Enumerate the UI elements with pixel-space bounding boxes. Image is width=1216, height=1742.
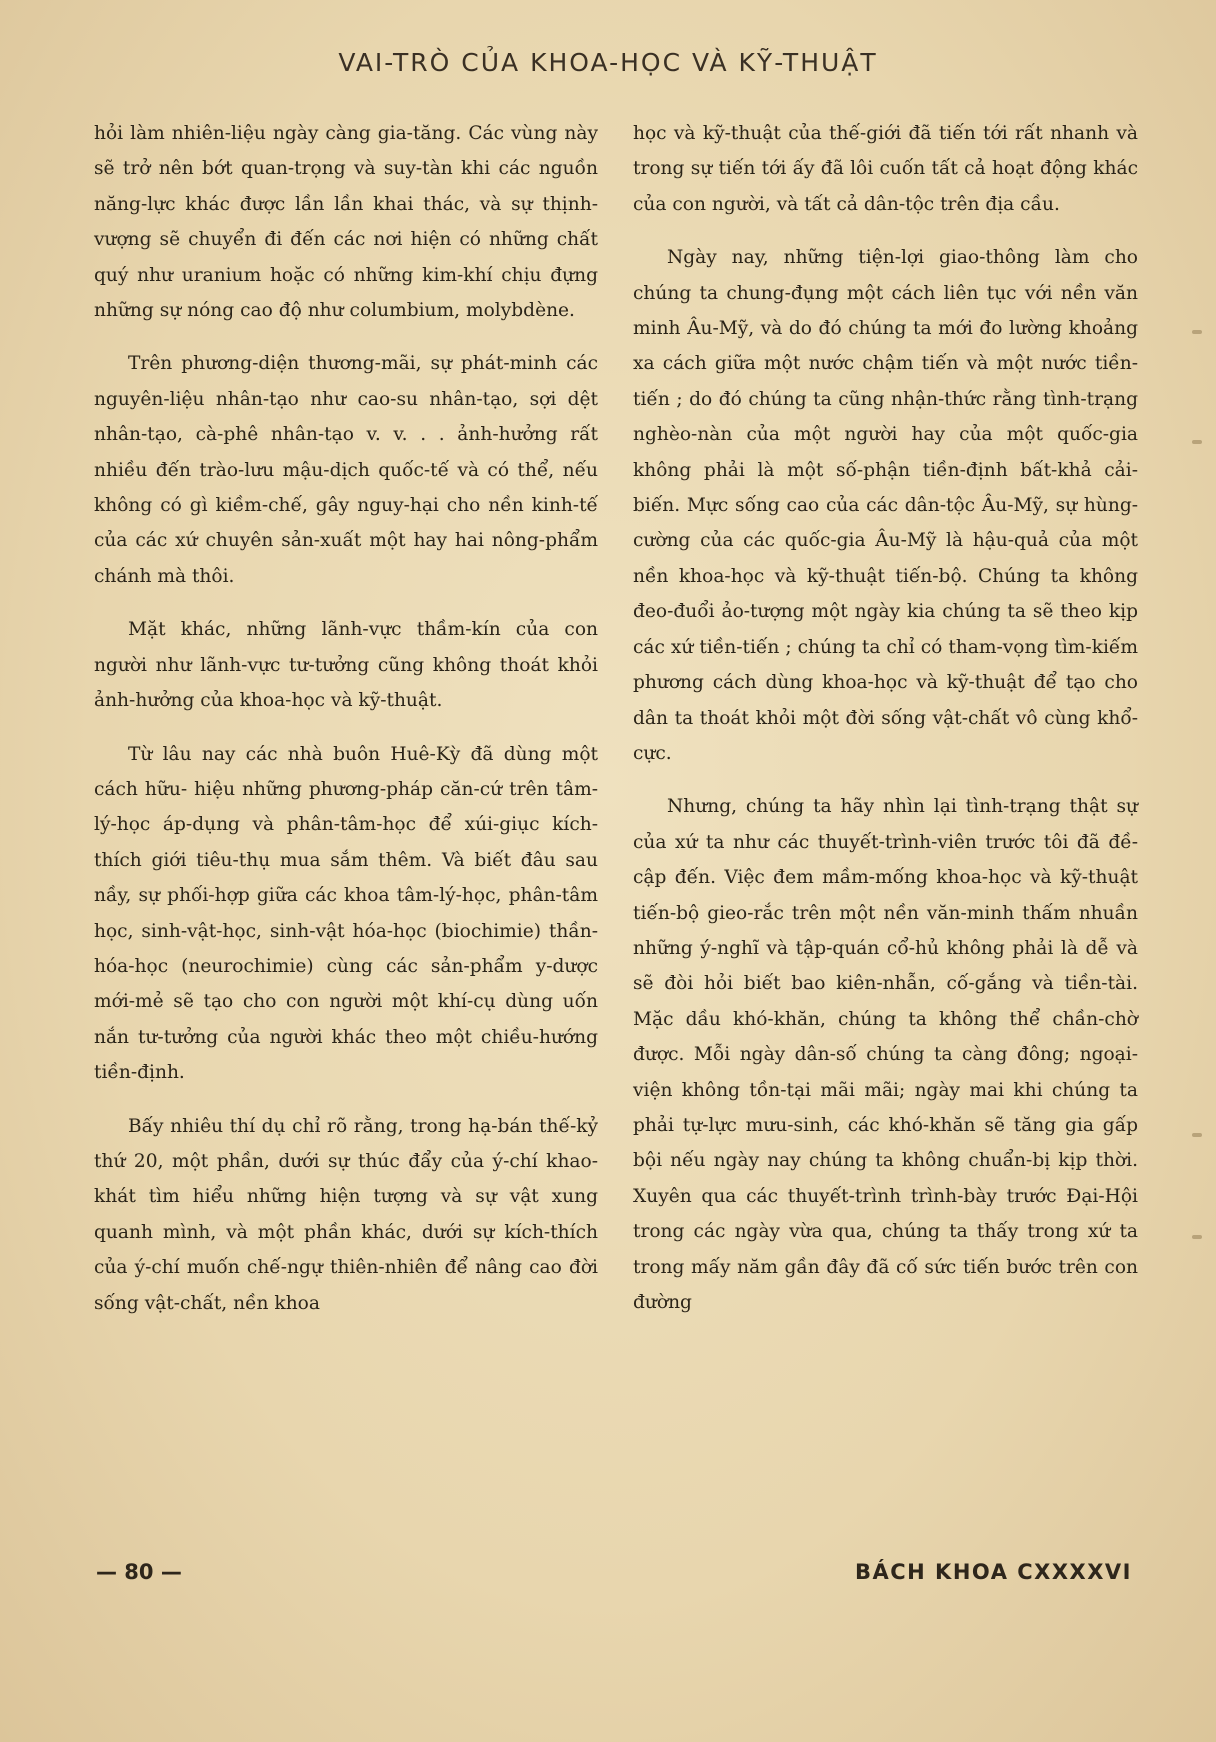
paragraph: Bấy nhiêu thí dụ chỉ rõ rằng, trong hạ-bán thế-kỷ thứ 20, một phần, dưới sự thúc đẩy của ý-chí khao-khát tìm hiểu những hiện tượng và sự vật xung quanh mình, và một phần khác, dưới sự kích-thích của ý-chí muốn chế-ngự thiên-nhiên để nâng cao đời sống vật-chất, nền khoa bbox=[94, 1115, 598, 1314]
paragraph: Trên phương-diện thương-mãi, sự phát-minh các nguyên-liệu nhân-tạo như cao-su nhân-tạo, sợi dệt nhân-tạo, cà-phê nhân-tạo v. v. . . ảnh-hưởng rất nhiều đến trào-lưu mậu-dịch quốc-tế và có thể, nếu không có gì kiềm-chế, gây nguy-hại cho nền kinh-tế của các xứ chuyên sản-xuất một hay hai nông-phẩm chánh mà thôi. bbox=[94, 353, 598, 587]
left-column bbox=[94, 116, 598, 1526]
paragraph: học và kỹ-thuật của thế-giới đã tiến tới rất nhanh và trong sự tiến tới ấy đã lôi cuốn tất cả hoạt động khác của con người, và tất cả dân-tộc trên địa cầu. bbox=[633, 123, 1138, 215]
paper-speck bbox=[1192, 330, 1202, 334]
paragraph: hỏi làm nhiên-liệu ngày càng gia-tăng. Các vùng này sẽ trở nên bớt quan-trọng và suy-tàn khi các nguồn năng-lực khác được lần lần khai thác, và sự thịnh-vượng sẽ chuyển đi đến các nơi hiện có những chất quý như uranium hoặc có những kim-khí chịu đựng những sự nóng cao độ như columbium, molybdène. bbox=[94, 123, 598, 322]
right-column bbox=[633, 116, 1138, 1526]
paragraph: Nhưng, chúng ta hãy nhìn lại tình-trạng thật sự của xứ ta như các thuyết-trình-viên trước tôi đã đề-cập đến. Việc đem mầm-mống khoa-học và kỹ-thuật tiến-bộ gieo-rắc trên một nền văn-minh thấm nhuần những ý-nghĩ và tập-quán cổ-hủ không phải là dễ và sẽ đòi hỏi biết bao kiên-nhẫn, cố-gắng và tiền-tài. Mặc dầu khó-khăn, chúng ta không thể chần-chờ được. Mỗi ngày dân-số chúng ta càng đông; ngoại-viện không tồn-tại mãi mãi; ngày mai khi chúng ta phải tự-lực mưu-sinh, các khó-khăn sẽ tăng gia gấp bội nếu ngày nay chúng ta không chuẩn-bị kịp thời. Xuyên qua các thuyết-trình trình-bày trước Đại-Hội trong các ngày vừa qua, chúng ta thấy trong xứ ta trong mấy năm gần đây đã cố sức tiến bước trên con đường bbox=[633, 796, 1138, 1313]
publication-name: BÁCH KHOA CXXXXVI bbox=[855, 1560, 1132, 1584]
running-header: VAI-TRÒ CỦA KHOA-HỌC VÀ KỸ-THUẬT bbox=[338, 48, 878, 77]
paper-speck bbox=[1192, 440, 1202, 444]
paragraph: Mặt khác, những lãnh-vực thầm-kín của con người như lãnh-vực tư-tưởng cũng không thoát khỏi ảnh-hưởng của khoa-học và kỹ-thuật. bbox=[94, 619, 598, 712]
paper-speck bbox=[1192, 1235, 1202, 1239]
paragraph: Ngày nay, những tiện-lợi giao-thông làm cho chúng ta chung-đụng một cách liên tục với nền văn minh Âu-Mỹ, và do đó chúng ta mới đo lường khoảng xa cách giữa một nước chậm tiến và một nước tiền-tiến ; do đó chúng ta cũng nhận-thức rằng tình-trạng nghèo-nàn của một người hay của một quốc-gia không phải là một số-phận tiền-định bất-khả cải-biến. Mực sống cao của các dân-tộc Âu-Mỹ, sự hùng-cường của các quốc-gia Âu-Mỹ là hậu-quả của một nền khoa-học và kỹ-thuật tiến-bộ. Chúng ta không đeo-đuổi ảo-tượng một ngày kia chúng ta sẽ theo kịp các xứ tiền-tiến ; chúng ta chỉ có tham-vọng tìm-kiếm phương cách dùng khoa-học và kỹ-thuật để tạo cho dân ta thoát khỏi một đời sống vật-chất vô cùng khổ-cực. bbox=[633, 247, 1138, 764]
paragraph: Từ lâu nay các nhà buôn Huê-Kỳ đã dùng một cách hữu- hiệu những phương-pháp căn-cứ trên tâm-lý-học áp-dụng và phân-tâm-học để xúi-giục kích-thích giới tiêu-thụ mua sắm thêm. Và biết đâu sau nầy, sự phối-hợp giữa các khoa tâm-lý-học, phân-tâm học, sinh-vật-học, sinh-vật hóa-học (biochimie) thần-hóa-học (neurochimie) cùng các sản-phẩm y-dược mới-mẻ sẽ tạo cho con người một khí-cụ dùng uốn nắn tư-tưởng của người khác theo một chiều-hướng tiền-định. bbox=[94, 743, 598, 1084]
paper-speck bbox=[1192, 1133, 1202, 1137]
page-number: — 80 — bbox=[96, 1560, 182, 1584]
